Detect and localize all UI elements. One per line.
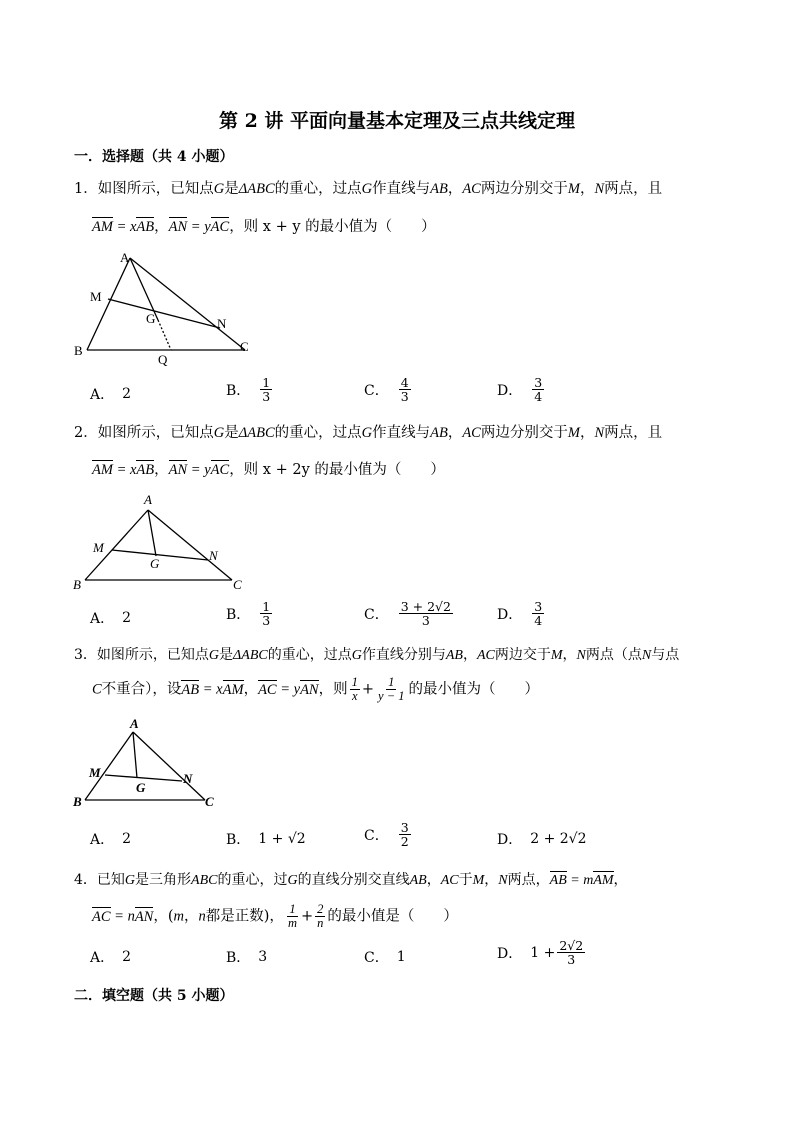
q4-option-b[interactable]: B． 3 <box>226 949 268 966</box>
question-1-figure <box>70 248 260 368</box>
label-G: G <box>150 556 160 571</box>
q1-option-b[interactable]: B． $\frac{1}{3}$ <box>226 375 271 404</box>
label-C: C <box>205 794 214 809</box>
label-N: N <box>217 316 227 331</box>
q1-option-d[interactable]: D． $\frac{3}{4}$ <box>497 375 543 404</box>
page-title: 第 2 讲 平面向量基本定理及三点共线定理 <box>218 110 576 132</box>
label-G: G <box>146 311 156 326</box>
q3-option-a[interactable]: A． 2 <box>90 831 132 848</box>
label-C: C <box>233 577 242 592</box>
question-2-condition: AM = xAB，AN = yAC，则 x + 2y 的最小值为（ ） <box>92 462 445 478</box>
label-N: N <box>209 548 218 563</box>
q4-option-a[interactable]: A． 2 <box>90 949 132 966</box>
label-A: A <box>120 250 130 265</box>
label-G: G <box>136 780 146 795</box>
label-M: M <box>89 765 101 780</box>
question-3-text: 3．如图所示，已知点G是ΔABC的重心，过点G作直线分别与AB，AC两边交于M，N两点（点N与点 <box>74 647 680 663</box>
q2-option-a[interactable]: A． 2 <box>90 610 132 627</box>
label-C: C <box>240 339 249 354</box>
label-B: B <box>73 794 82 809</box>
label-B: B <box>74 343 83 358</box>
question-4-condition: AC = nAN，(m，n都是正数)， $\frac{1}{m}$ + $\frac{2}{n}$ 的最小值是（ ） <box>92 902 458 930</box>
q3-option-c[interactable]: C． $\frac{3}{2}$ <box>364 820 409 849</box>
q2-option-d[interactable]: D． $\frac{3}{4}$ <box>497 599 543 628</box>
question-3-figure <box>70 718 230 813</box>
q4-option-d[interactable]: D． 1 + $\frac{2√2}{3}$ <box>497 938 584 967</box>
question-1-text: 1．如图所示，已知点G是ΔABC的重心，过点G作直线与AB，AC两边分别交于M，N两点，且 <box>74 181 663 197</box>
question-1-condition: AM = xAB，AN = yAC，则 x + y 的最小值为（ ） <box>92 219 436 235</box>
question-2-figure <box>70 490 260 595</box>
question-4-text: 4．已知G是三角形ABC的重心，过G的直线分别交直线AB，AC于M，N两点，AB = mAM， <box>74 872 628 888</box>
q3-option-d[interactable]: D． 2 + 2√2 <box>497 831 587 848</box>
label-B: B <box>73 577 81 592</box>
label-N: N <box>183 771 193 786</box>
label-Q: Q <box>158 352 168 367</box>
section-heading-fill: 二．填空题（共 5 小题） <box>74 988 234 1004</box>
label-A: A <box>144 492 152 507</box>
label-M: M <box>93 540 104 555</box>
q2-option-c[interactable]: C． $\frac{3 + 2√2}{3}$ <box>364 599 451 628</box>
label-A: A <box>130 718 139 731</box>
q1-option-a[interactable]: A． 2 <box>90 386 132 403</box>
question-2-text: 2．如图所示，已知点G是ΔABC的重心，过点G作直线与AB，AC两边分别交于M，N两点，且 <box>74 425 663 441</box>
q1-option-c[interactable]: C． $\frac{4}{3}$ <box>364 375 409 404</box>
label-M: M <box>90 289 102 304</box>
question-3-condition: C不重合），设AB = xAM，AC = yAN，则 $\frac{1}{x}$ + $\frac{1}{y - 1}$ 的最小值为（ ） <box>92 675 539 703</box>
q2-option-b[interactable]: B． $\frac{1}{3}$ <box>226 599 271 628</box>
section-heading-choice: 一．选择题（共 4 小题） <box>74 149 234 165</box>
q3-option-b[interactable]: B． 1 + √2 <box>226 831 306 848</box>
q4-option-c[interactable]: C． 1 <box>364 949 406 966</box>
